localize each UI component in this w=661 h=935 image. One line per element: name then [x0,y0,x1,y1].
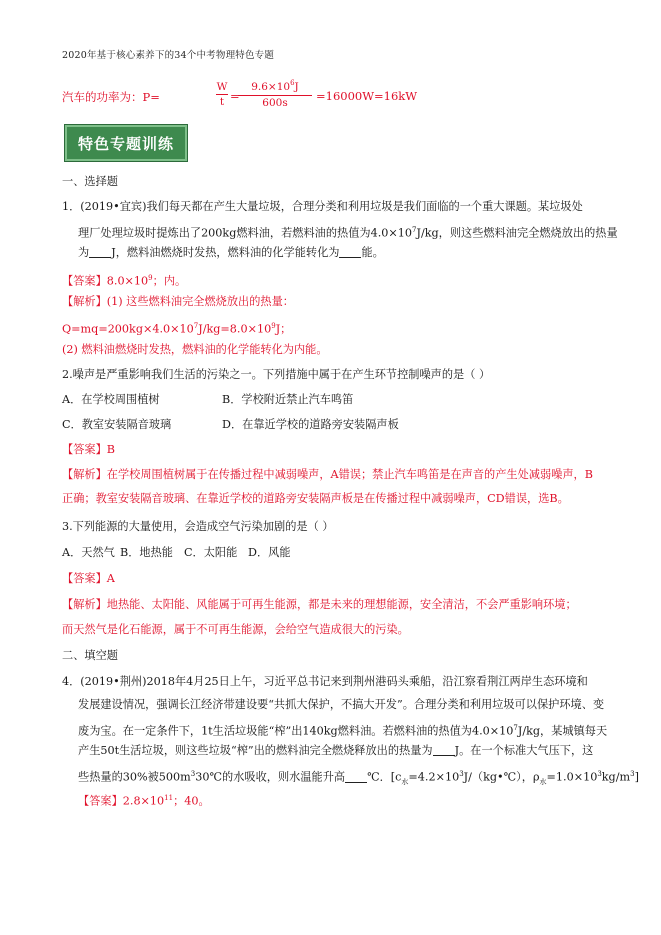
answer-blank [89,245,111,258]
q3-analysis: 而天然气是化石能源，属于不可再生能源，会给空气造成很大的污染。 [62,623,409,636]
q2-analysis: 【解析】在学校周围植树属于在传播过程中减弱噪声，A错误；禁止汽车鸣笛是在声音的产生处减弱噪声，B [62,468,593,481]
q3-stem: 3.下列能源的大量使用，会造成空气污染加剧的是（ ） [62,520,334,533]
q1-analysis: (2) 燃料油燃烧时发热，燃料油的化学能转化为内能。 [62,343,328,356]
q1-answer: 【答案】$8.0\times 10^9$；内。 [62,274,187,288]
fraction-denominator: t [219,96,225,108]
q1-line: 1．(2019•宜宾)我们每天都在产生大量垃圾，合理分类和利用垃圾是我们面临的一个重大课题。某垃圾处 [62,200,583,213]
fraction-numerator: W [216,81,228,93]
answer-blank [339,245,361,258]
formula-label: 汽车的功率为：P= [62,90,160,104]
q3-option-b: B．地热能 [120,546,173,559]
q3-analysis: 【解析】地热能、太阳能、风能属于可再生能源，都是未来的理想能源，安全清洁，不会严重影响环境； [62,598,577,611]
formula-result: =16000W=16kW [316,89,418,103]
page-header: 2020年基于核心素养下的34个中考物理特色专题 [62,50,275,61]
q2-analysis: 正确；教室安装隔音玻璃、在靠近学校的道路旁安装隔声板是在传播过程中减弱噪声，CD错误，选B。 [62,492,569,505]
section-heading-fill: 二、填空题 [62,649,118,662]
fraction-numerator: $9.6\times 10^6J$ [251,79,299,93]
section-banner: 特色专题训练 [64,124,188,162]
q4-line: 4．(2019•荆州)2018年4月25日上午，习近平总书记来到荆州港码头乘船，沿江察看荆江两岸生态环境和 [62,675,588,688]
q4-line: 产生50t生活垃圾，则这些垃圾“榨”出的燃料油完全燃烧释放出的热量为 J。在一个标准大气压下，这 [78,744,594,757]
answer-blank [345,770,367,783]
answer-blank [433,743,455,756]
fraction-denominator: 600s [262,97,288,109]
power-formula [62,79,418,112]
q4-line: 些热量的30%被$500m^330℃$的水吸收，则水温能升高 ℃．[$c_水=4.2\times 10^3J/(kg•℃)$，$\rho_水=1.0\times 10^3kg/m^3$] [78,770,639,786]
fraction-w-over-t [216,81,228,108]
formula-equals: = [230,89,240,103]
q2-option-d: D．在靠近学校的道路旁安装隔声板 [222,418,399,431]
q1-analysis: $Q=mq=200kg\times 4.0\times 10^7J/kg=8.0\times 10^9J$； [62,322,292,336]
q2-option-a: A．在学校周围植树 [62,393,160,406]
q1-analysis: 【解析】(1) 这些燃料油完全燃烧放出的热量： [62,295,294,308]
q3-option-c: C．太阳能 [184,546,238,559]
fraction-energy-over-time [238,81,312,109]
q3-answer: 【答案】A [62,572,115,585]
q4-line: 废为宝。在一定条件下，1t生活垃圾能“榨”出140kg燃料油。若燃料油的热值为$4.0\times 10^7J/kg$，某城镇每天 [78,724,608,738]
q2-option-c: C．教室安装隔音玻璃 [62,418,172,431]
q1-line: 为 J，燃料油燃烧时发热，燃料油的化学能转化为 能。 [78,246,384,259]
q2-option-b: B．学校附近禁止汽车鸣笛 [222,393,354,406]
q1-line: 理厂处理垃圾时提炼出了200kg燃料油，若燃料油的热值为$4.0\times 10^7J/kg$，则这些燃料油完全燃烧放出的热量 [78,226,618,240]
q2-stem: 2.噪声是严重影响我们生活的污染之一。下列措施中属于在产生环节控制噪声的是（ ） [62,368,491,381]
q3-option-a: A．天然气 [62,546,115,559]
q2-answer: 【答案】B [62,443,115,456]
q3-option-d: D．风能 [248,546,291,559]
q4-line: 发展建设情况，强调长江经济带建设要“共抓大保护，不搞大开发”。合理分类和利用垃圾可以保护环境、变 [78,698,605,711]
section-heading-choice: 一、选择题 [62,175,118,188]
q4-answer: 【答案】$2.8\times 10^{11}$；40。 [78,794,210,808]
